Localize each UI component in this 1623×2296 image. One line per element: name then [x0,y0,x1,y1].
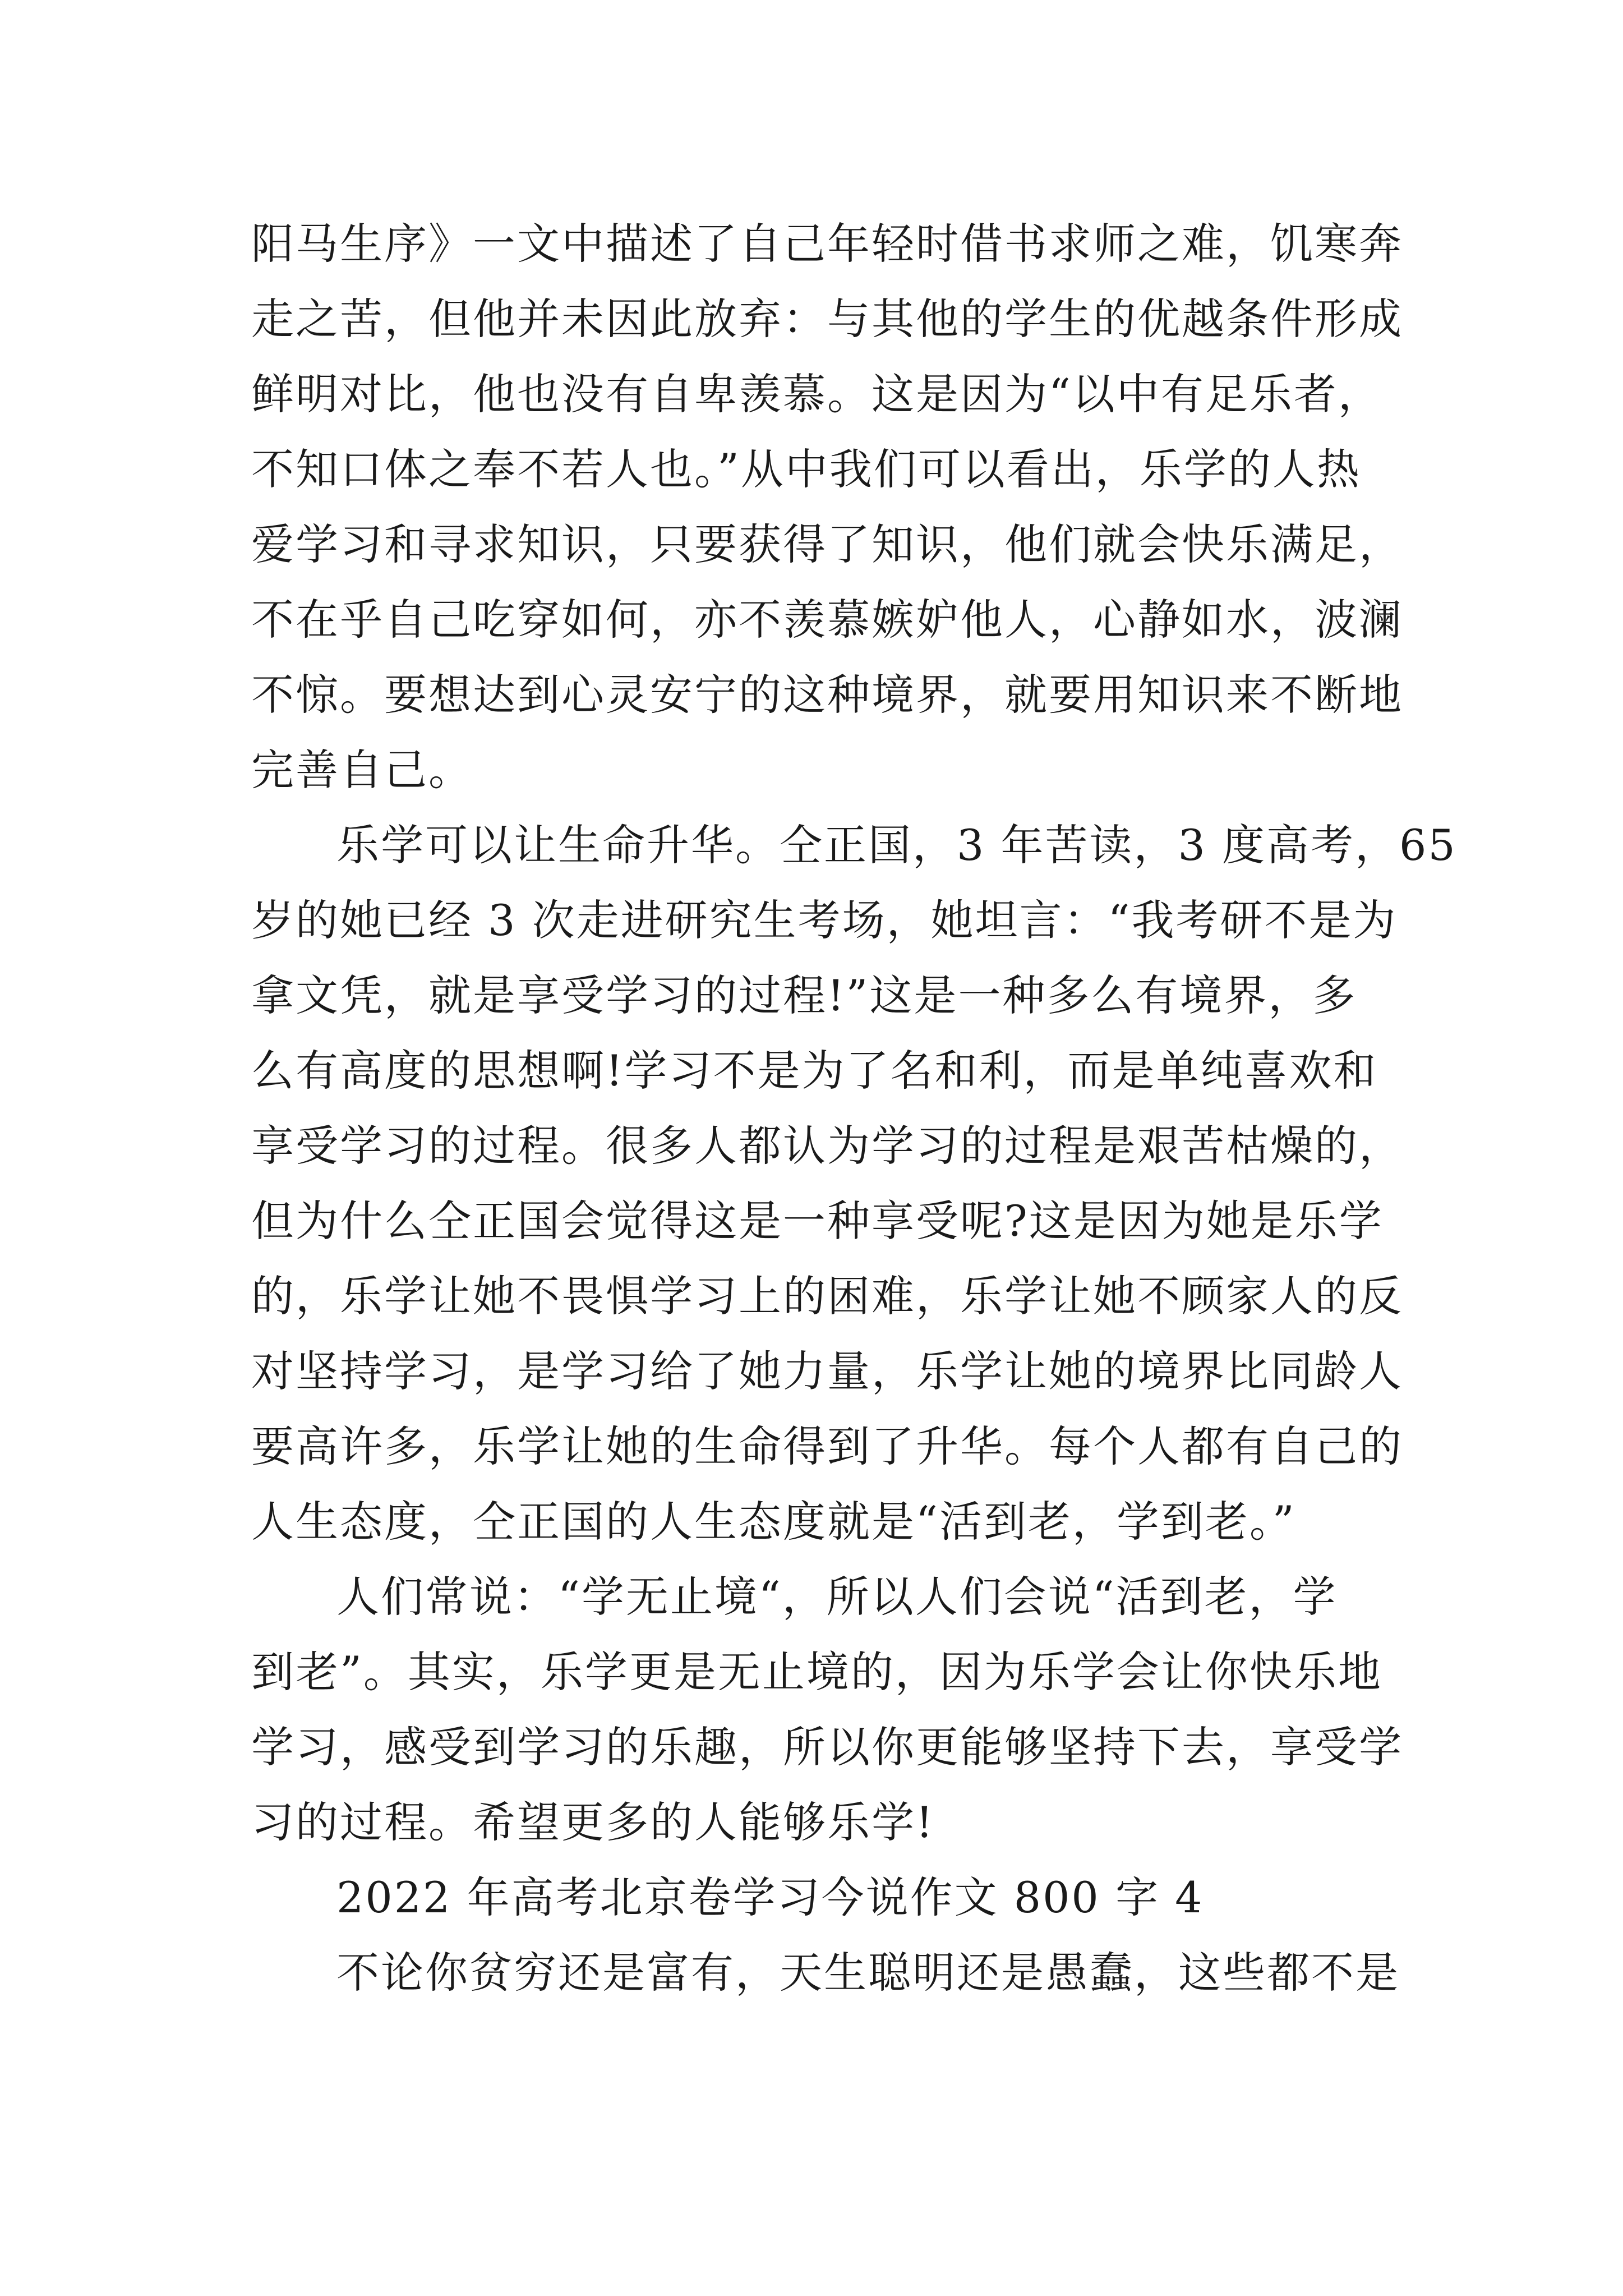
text-line: 拿文凭，就是享受学习的过程!”这是一种多么有境界，多 [251,970,1357,1020]
paragraph-start-line: 人们常说：“学无止境“，所以人们会说“活到老，学 [336,1572,1338,1622]
text-line: 岁的她已经 3 次走进研究生考场，她坦言：“我考研不是为 [251,895,1398,945]
text-line: 的，乐学让她不畏惧学习上的困难，乐学让她不顾家人的反 [251,1271,1403,1321]
text-line: 么有高度的思想啊!学习不是为了名和利，而是单纯喜欢和 [251,1046,1378,1096]
text-line: 不惊。要想达到心灵安宁的这种境界，就要用知识来不断地 [251,670,1403,720]
text-line: 不知口体之奉不若人也。”从中我们可以看出，乐学的人热 [251,444,1361,494]
text-line: 习的过程。希望更多的人能够乐学! [251,1797,935,1847]
text-line: 不在乎自己吃穿如何，亦不羡慕嫉妒他人，心静如水，波澜 [251,595,1403,645]
text-line: 走之苦，但他并未因此放弃：与其他的学生的优越条件形成 [251,294,1403,344]
text-line: 学习，感受到学习的乐趣，所以你更能够坚持下去，享受学 [251,1722,1403,1772]
text-line: 但为什么仝正国会觉得这是一种享受呢?这是因为她是乐学 [251,1196,1384,1246]
text-line: 要高许多，乐学让她的生命得到了升华。每个人都有自己的 [251,1421,1403,1471]
essay-body [251,206,1457,2010]
paragraph-start-line: 不论你贫穷还是富有，天生聪明还是愚蠢，这些都不是 [336,1948,1400,1998]
text-line: 阳马生序》一文中描述了自己年轻时借书求师之难，饥寒奔 [251,219,1403,269]
text-line: 人生态度，仝正国的人生态度就是“活到老，学到老。” [251,1497,1296,1547]
text-line: 到老”。其实，乐学更是无止境的，因为乐学会让你快乐地 [251,1647,1382,1697]
text-line: 完善自己。 [251,745,473,795]
section-heading: 2022 年高考北京卷学习今说作文 800 字 4 [336,1872,1204,1922]
text-line: 享受学习的过程。很多人都认为学习的过程是艰苦枯燥的， [251,1121,1403,1171]
text-line: 爱学习和寻求知识，只要获得了知识，他们就会快乐满足， [251,519,1403,569]
text-line: 鲜明对比，他也没有自卑羡慕。这是因为“以中有足乐者， [251,369,1382,419]
text-line: 对坚持学习，是学习给了她力量，乐学让她的境界比同龄人 [251,1346,1403,1396]
paragraph-start-line: 乐学可以让生命升华。仝正国，3 年苦读，3 度高考，65 [336,820,1457,870]
